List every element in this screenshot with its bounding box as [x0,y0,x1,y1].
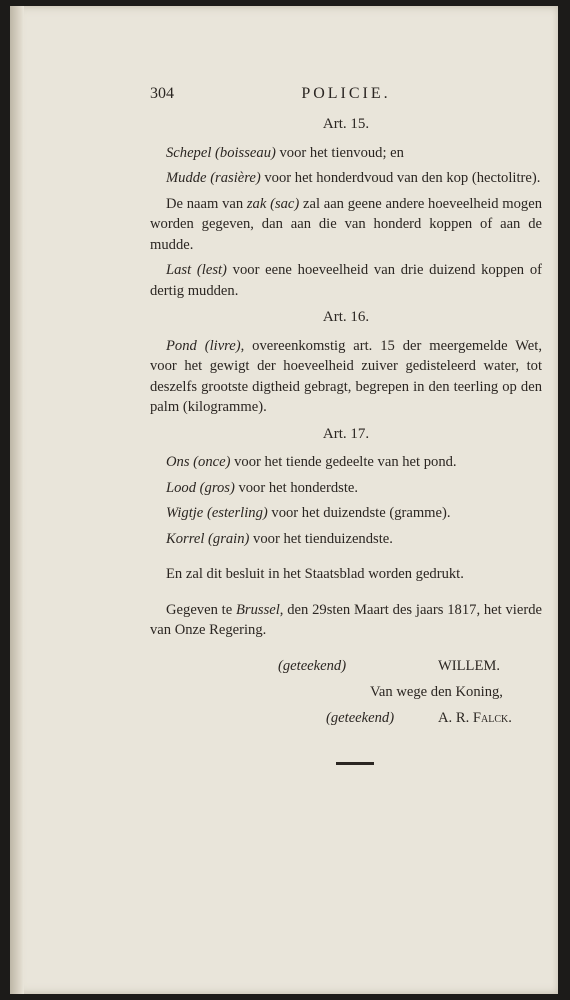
article-15-para-1: Schepel (boisseau) voor het tienvoud; en [166,144,404,161]
on-behalf-text: Van wege den Koning, [370,683,503,700]
running-title: POLICIE. [301,85,391,102]
article-15-para-2: Mudde (rasière) voor het honderdvoud van den kop (hectolitre). [166,170,541,186]
signed-mark-1: (geteekend) [278,657,347,674]
closing-para-1: En zal dit besluit in het Staatsblad worden gedrukt. [166,566,464,582]
article-16-para-1: Pond (livre), overeenkomstig art. 15 der meergemelde Wet, voor het gewigt der hoeveelheid zuiver gedisteleerd water, tot deszelfs grootste digtheid gebragt, begrepen in den teerling op den palm (kilogramme). [150,337,542,415]
article-17-para-1: Ons (once) voor het tiende gedeelte van het pond. [166,454,457,470]
article-17-para-4: Korrel (grain) voor het tienduizendste. [166,530,393,547]
signatory-name-2: A. R. Falck. [438,709,512,726]
signed-mark-2: (geteekend) [326,709,395,726]
article-16-heading: Art. 16. [322,309,370,325]
page-number: 304 [150,85,174,102]
article-17-heading: Art. 17. [322,425,370,442]
article-15-heading: Art. 15. [322,116,370,132]
signature-line-1 [150,656,542,682]
end-rule [336,762,374,765]
page-header [150,84,542,108]
article-15-para-4: Last (lest) voor eene hoeveelheid van drie duizend koppen of dertig mudden. [150,262,543,299]
article-17-para-3: Wigtje (esterling) voor het duizendste (gramme). [166,505,451,521]
article-17-para-2: Lood (gros) voor het honderdste. [166,479,359,496]
page-gutter [10,6,24,994]
spacer [150,554,542,564]
signatory-name-1: WILLEM. [438,657,501,674]
page-text [150,84,542,734]
signature-line-2 [150,682,542,708]
closing-para-2: Gegeven te Brussel, den 29sten Maart des jaars 1817, het vierde van Onze Regering. [150,601,542,638]
spacer [150,590,542,600]
signature-line-3 [150,708,542,734]
article-15-para-3: De naam van zak (sac) zal aan geene andere hoeveelheid mogen worden gegeven, dan aan die van honderd koppen of aan de mudde. [150,195,543,253]
spacer [150,646,542,656]
